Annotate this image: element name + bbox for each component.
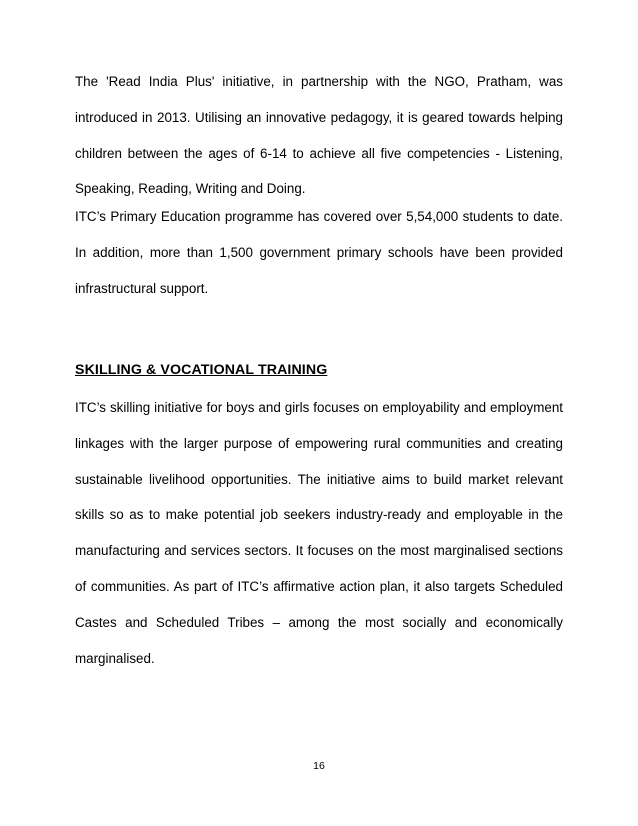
read-india-plus-paragraph: The 'Read India Plus' initiative, in partnership with the NGO, Pratham, was introduced in 2013. Utilising an innovative pedagogy, it is geared towards helping children between the ages of 6-14 to achieve all five competencies - Listening, Speaking, Reading, Writing and Doing. (75, 74, 563, 197)
skilling-paragraph: ITC’s skilling initiative for boys and girls focuses on employability and employment linkages with the larger purpose of empowering rural communities and creating sustainable livelihood opportunities. The initiative aims to build market relevant skills so as to make potential job seekers industry-ready and employable in the manufacturing and services sectors. It focuses on the most marginalised sections of communities. As part of ITC’s affirmative action plan, it also targets Scheduled Castes and Scheduled Tribes – among the most socially and economically marginalised. (75, 400, 563, 666)
page-number: 16 (313, 760, 325, 772)
section-heading: SKILLING & VOCATIONAL TRAINING (75, 362, 328, 378)
primary-education-paragraph: ITC’s Primary Education programme has covered over 5,54,000 students to date. In addition, more than 1,500 government primary schools have been provided infrastructural support. (75, 209, 563, 296)
